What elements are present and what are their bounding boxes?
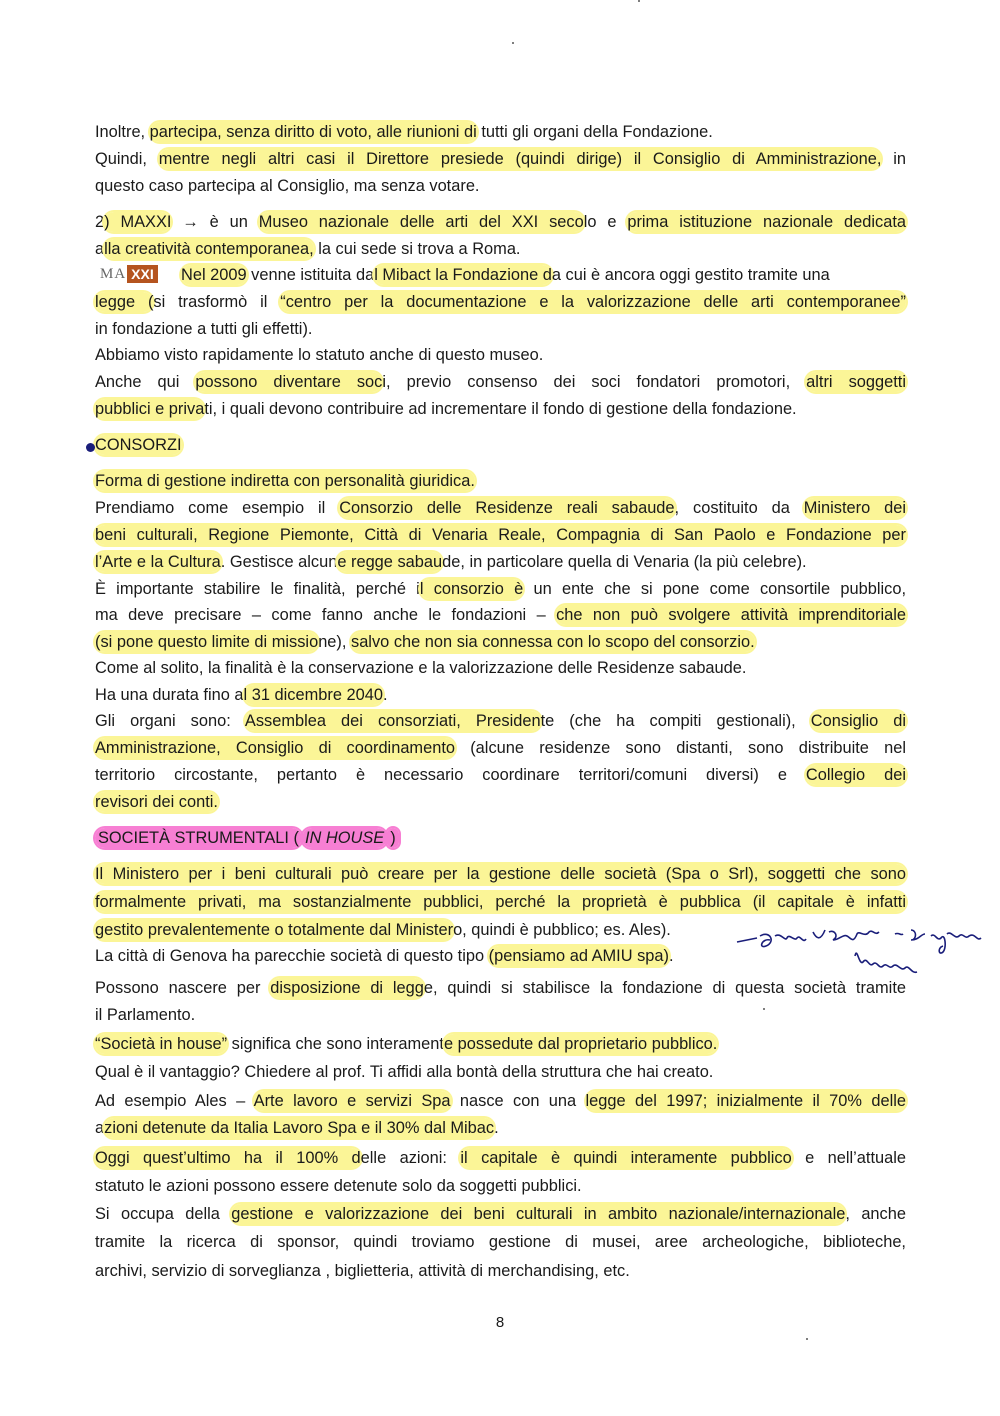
- text-run: a cui è ancora oggi gestito tramite una: [551, 266, 830, 284]
- text-run: ne),: [318, 633, 351, 651]
- yellow-highlight: l consorzio è: [419, 580, 524, 598]
- yellow-highlight: (si pone questo limite di missio: [95, 633, 319, 651]
- text-line: [95, 147, 906, 171]
- text-line: [95, 1259, 906, 1283]
- yellow-highlight: possono diventare soc: [195, 373, 383, 391]
- text-line: [95, 763, 906, 787]
- text-run: Come al solito, la finalità è la conservazione e la valorizzazione delle Residenze sabaude.: [95, 659, 747, 677]
- text-line: [95, 210, 906, 234]
- text-run: .: [494, 1119, 499, 1137]
- yellow-highlight: beni culturali, Regione Piemonte, Città di Venaria Reale, Compagnia di San Paolo e Fondazione per: [95, 526, 906, 544]
- yellow-highlight: Consiglio di: [810, 712, 906, 730]
- yellow-highlight: il capitale è quindi interamente pubblico: [460, 1149, 792, 1167]
- text-line: [95, 1060, 906, 1084]
- pink-highlight: ): [387, 828, 398, 848]
- text-line: [95, 343, 906, 367]
- text-run: , anche: [845, 1205, 906, 1223]
- yellow-highlight: gestione e valorizzazione dei beni culturali in ambito nazionale/internazionale: [231, 1205, 846, 1223]
- text-line: [95, 736, 906, 760]
- text-line: [95, 603, 906, 627]
- yellow-highlight: l Mibact la Fondazione d: [374, 266, 552, 284]
- page-number: 8: [495, 1314, 505, 1331]
- text-run: la cui sede si trova a Roma.: [313, 240, 521, 258]
- text-run: statuto le azioni possono essere detenute solo da soggetti pubblici.: [95, 1177, 582, 1195]
- text-run: a: [95, 240, 105, 258]
- text-run: nasce con una: [450, 1092, 586, 1110]
- text-line: [95, 1202, 906, 1226]
- text-run: .: [382, 686, 388, 704]
- yellow-highlight: Museo nazionale delle arti del XXI seco: [258, 213, 584, 231]
- text-run: si trasformò il: [153, 293, 281, 311]
- text-line: [95, 683, 906, 707]
- text-line: [95, 550, 906, 574]
- text-run: , costituito da: [674, 499, 804, 517]
- text-run: Anche qui: [95, 373, 196, 391]
- text-run: significa che sono interament: [227, 1035, 444, 1053]
- yellow-highlight: salvo che non sia connessa con lo scopo del consorzio.: [351, 633, 755, 651]
- text-line: [95, 496, 906, 520]
- stray-dot: [806, 1338, 808, 1340]
- text-line: [95, 370, 906, 394]
- yellow-highlight: legge del 1997; inizialmente il 70% delle: [585, 1092, 906, 1110]
- text-line: [95, 890, 906, 914]
- text-run: Quindi,: [95, 150, 159, 168]
- text-run: e nell’attuale: [791, 1149, 906, 1167]
- text-run: Gli organi sono:: [95, 712, 245, 730]
- text-line: [95, 577, 906, 601]
- text-line: [95, 1230, 906, 1254]
- yellow-highlight: mentre negli altri casi il Direttore presiede (quindi dirige) il Consiglio di Amministrazione,: [158, 150, 882, 168]
- text-line: [181, 263, 906, 287]
- yellow-highlight: legge (: [95, 293, 154, 311]
- text-run: È importante stabilire le finalità, perché i: [95, 580, 420, 598]
- text-run: e, quindi si stabilisce la fondazione di questa società tramite: [423, 979, 906, 997]
- text-line: [95, 523, 906, 547]
- yellow-highlight: altri soggetti: [806, 373, 907, 391]
- pink-highlight: SOCIETÀ STRUMENTALI (: [95, 828, 302, 848]
- yellow-highlight: CONSORZI: [95, 436, 182, 454]
- logo-ma: MA: [100, 265, 127, 282]
- text-line: [95, 790, 906, 814]
- yellow-highlight: e possedute dal proprietario pubblico.: [443, 1035, 718, 1053]
- yellow-highlight: partecipa, senza diritto di voto, alle riunioni di: [149, 123, 477, 141]
- text-line: [95, 120, 906, 144]
- text-run: elle azioni:: [360, 1149, 461, 1167]
- text-run: La città di Genova ha parecchie società di questo tipo: [95, 947, 489, 965]
- text-run: Inoltre,: [95, 123, 150, 141]
- text-run: (alcune residenze sono distanti, sono distribuite nel: [455, 739, 907, 757]
- yellow-highlight: revisori dei conti.: [95, 793, 218, 811]
- text-run: 2: [95, 213, 105, 231]
- pink-highlight: IN HOUSE: [302, 828, 387, 848]
- text-line: [95, 656, 906, 680]
- stray-dot: [763, 1008, 765, 1010]
- text-run: archivi, servizio di sorveglianza , biglietteria, attività di merchandising, etc.: [95, 1262, 630, 1280]
- yellow-highlight: disposizione di legg: [270, 979, 424, 997]
- yellow-highlight: Assemblea dei consorziati, Presiden: [244, 712, 541, 730]
- text-line: [95, 1146, 906, 1170]
- text-line: [95, 1032, 906, 1056]
- yellow-highlight: Arte lavoro e servizi Spa: [253, 1092, 451, 1110]
- text-run: . Gestisce alcun: [220, 553, 338, 571]
- text-run: Qual è il vantaggio? Chiedere al prof. Ti affidi alla bontà della struttura che hai creato.: [95, 1063, 714, 1081]
- text-line: [95, 1174, 906, 1198]
- text-line: [95, 1003, 906, 1027]
- yellow-highlight: l 31 dicembre 2040: [243, 686, 383, 704]
- text-run: Ad esempio Ales –: [95, 1092, 254, 1110]
- text-line: [95, 290, 906, 314]
- text-run: in: [881, 150, 907, 168]
- text-line: [95, 1116, 906, 1140]
- text-line: [95, 862, 906, 886]
- text-line: [95, 397, 906, 421]
- text-line: [95, 317, 906, 341]
- yellow-highlight: Amministrazione, Consiglio di coordinamento: [95, 739, 455, 757]
- text-line: [95, 630, 906, 654]
- text-run: Si occupa della: [95, 1205, 232, 1223]
- text-run: questo caso partecipa al Consiglio, ma senza votare.: [95, 177, 480, 195]
- text-line: [95, 433, 906, 457]
- text-run: in fondazione a tutti gli effetti).: [95, 320, 313, 338]
- handwritten-note: [735, 926, 1000, 976]
- yellow-highlight: Oggi quest’ultimo ha il 100% d: [95, 1149, 361, 1167]
- yellow-highlight: pubblici e priva: [95, 400, 205, 418]
- yellow-highlight: ) MAXXI: [104, 213, 172, 231]
- text-run: → è un: [171, 213, 259, 231]
- yellow-highlight: Il Ministero per i beni culturali può creare per la gestione delle società (Spa o Srl), soggetti che sono: [95, 865, 906, 883]
- text-line: [95, 976, 906, 1000]
- text-run: venne istituita da: [246, 266, 375, 284]
- logo-xxi: XXI: [127, 265, 158, 283]
- text-run: ti, i quali devono contribuire ad incrementare il fondo di gestione della fondazione.: [204, 400, 797, 418]
- text-run: Possono nascere per: [95, 979, 271, 997]
- yellow-highlight: Consorzio delle Residenze reali sabaude: [339, 499, 675, 517]
- yellow-highlight: Ministero dei: [803, 499, 907, 517]
- yellow-highlight: Forma di gestione indiretta con personalità giuridica.: [95, 472, 475, 490]
- text-run: tutti gli organi della Fondazione.: [476, 123, 713, 141]
- stray-dot: [638, 0, 640, 2]
- yellow-highlight: lla creatività contemporanea,: [104, 240, 314, 258]
- handwritten-bullet-icon: [86, 443, 95, 452]
- text-run: .: [669, 947, 674, 965]
- text-run: i, previo consenso dei soci fondatori promotori,: [382, 373, 807, 391]
- text-run: lo e: [583, 213, 628, 231]
- yellow-highlight: Nel 2009: [181, 266, 247, 284]
- text-run: territorio circostante, pertanto è necessario coordinare territori/comuni diversi) e: [95, 766, 806, 784]
- text-run: il Parlamento.: [95, 1006, 196, 1024]
- yellow-highlight: prima istituzione nazionale dedicata: [627, 213, 906, 231]
- yellow-highlight: (pensiamo ad AMIU spa): [488, 947, 670, 965]
- text-run: Prendiamo come esempio il: [95, 499, 340, 517]
- yellow-highlight: l’Arte e la Cultura: [95, 553, 221, 571]
- yellow-highlight: e regge sabau: [337, 553, 443, 571]
- text-run: o, quindi è pubblico; es. Ales).: [453, 921, 671, 939]
- text-run: tramite la ricerca di sponsor, quindi troviamo gestione di musei, aree archeologiche, biblioteche,: [95, 1233, 906, 1251]
- text-line: [95, 469, 906, 493]
- text-run: de, in particolare quella di Venaria (la più celebre).: [442, 553, 807, 571]
- yellow-highlight: “Società in house”: [95, 1035, 228, 1053]
- text-run: un ente che si pone come consortile pubblico,: [523, 580, 907, 598]
- yellow-highlight: formalmente privati, ma sostanzialmente pubblici, perché la proprietà è pubblica (il capitale è infatti: [95, 893, 906, 911]
- text-line: [95, 1089, 906, 1113]
- text-run: Ha una durata fino a: [95, 686, 244, 704]
- yellow-highlight: che non può svolgere attività imprenditoriale: [556, 606, 907, 624]
- text-line: [95, 709, 906, 733]
- text-run: a: [95, 1119, 105, 1137]
- text-run: ma deve precisare – come fanno anche le fondazioni –: [95, 606, 557, 624]
- text-line: [95, 826, 906, 850]
- stray-dot: [512, 42, 514, 44]
- yellow-highlight: gestito prevalentemente o totalmente dal Minister: [95, 921, 454, 939]
- maxxi-logo: [100, 263, 166, 285]
- yellow-highlight: “centro per la documentazione e la valorizzazione delle arti contemporanee”: [280, 293, 906, 311]
- text-line: [95, 237, 906, 261]
- text-run: te (che ha compiti gestionali),: [540, 712, 811, 730]
- text-line: [95, 174, 906, 198]
- text-run: Abbiamo visto rapidamente lo statuto anche di questo museo.: [95, 346, 544, 364]
- yellow-highlight: Collegio dei: [805, 766, 906, 784]
- yellow-highlight: zioni detenute da Italia Lavoro Spa e il 30% dal Mibac: [104, 1119, 495, 1137]
